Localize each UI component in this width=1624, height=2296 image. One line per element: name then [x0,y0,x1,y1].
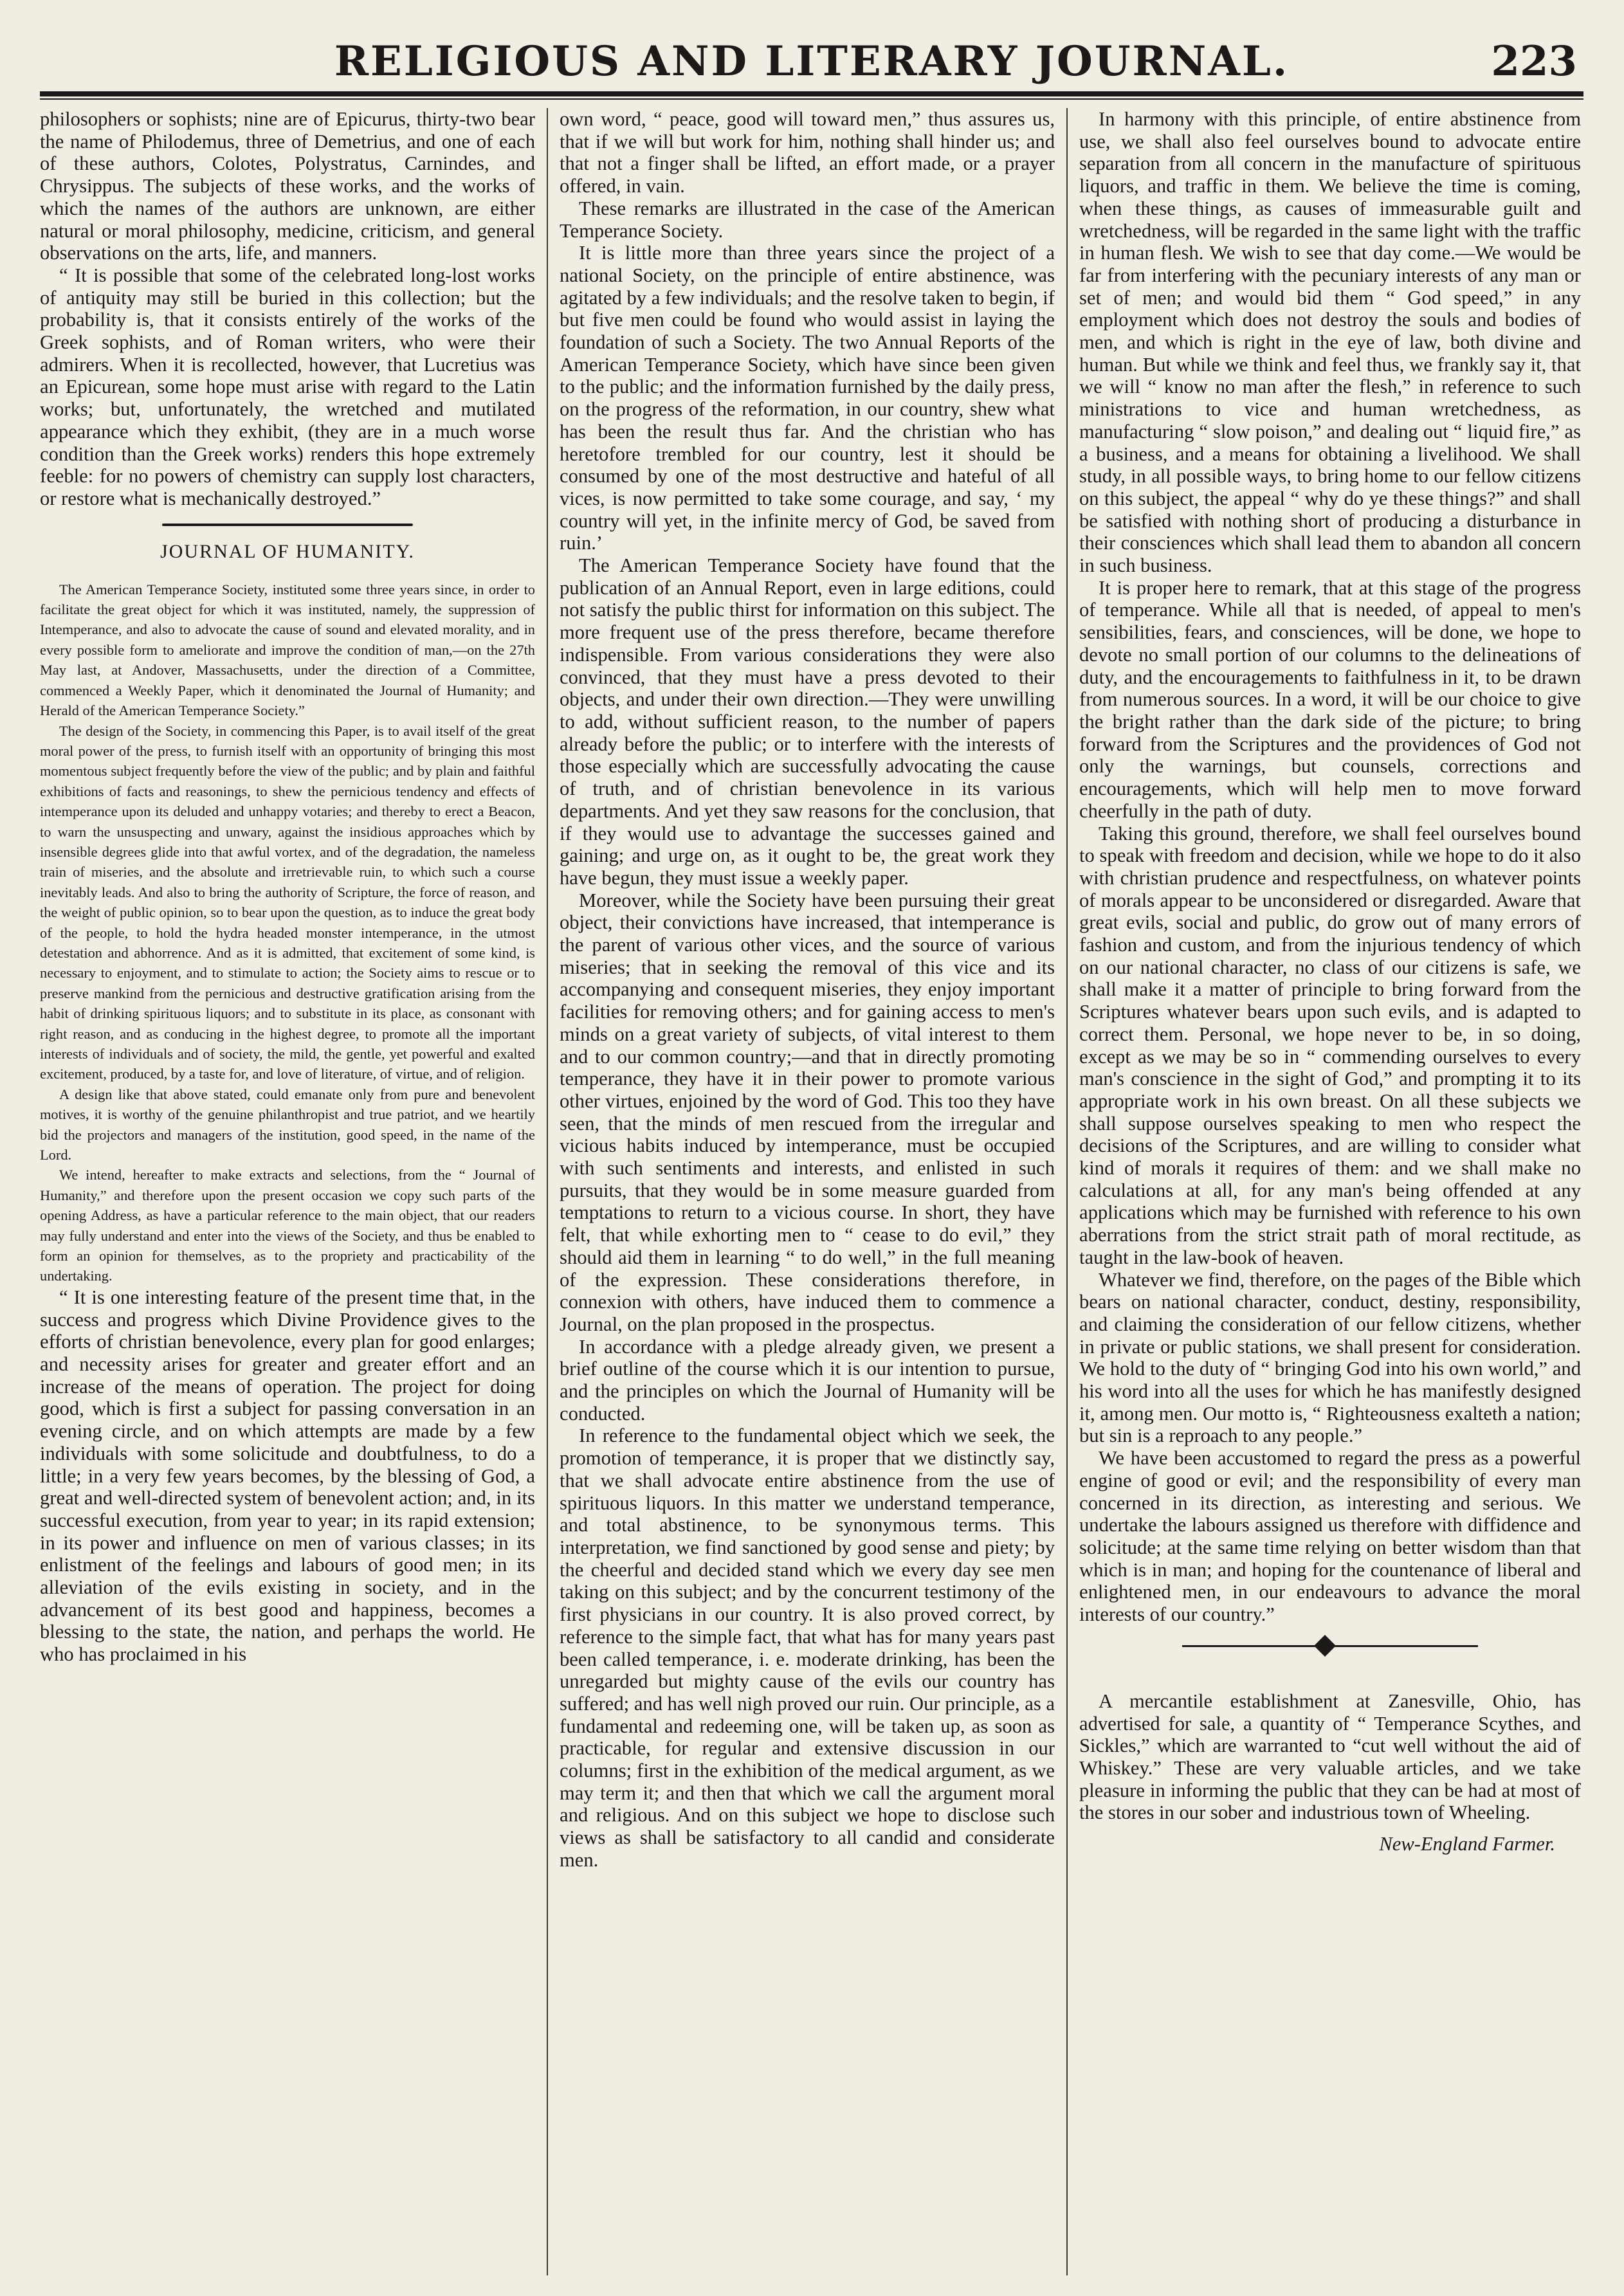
column-rule-2 [1066,108,1068,2275]
section-title: JOURNAL OF HUMANITY. [160,540,415,562]
lost-works-quote: “ It is possible that some of the celebrated long-lost works of antiquity may still be buried in this collection; but the probability is, that it consists entirely of the works of the Greek sophists, and of Roman writers, who were their admirers. When it is recollected, however, that Lucretius was an Epicurean, some hope must arise with regard to the Latin works; but, unfortunately, the wretched and mutilated appearance which they exhibit, (they are in a much worse condition than the Greek works) renders this hope extremely feeble: for no powers of chemistry can supply lost characters, or restore what is mechanically destroyed.” [40,264,535,509]
remarks-paragraph: These remarks are illustrated in the case of the American Temperance Society. [560,197,1055,242]
proper-remark-paragraph: It is proper here to remark, that at this stage of the progress of temperance. While all that is needed, of appeal to men's sensibilities, fears, and consciences, will be done, we hope to devote no small portion of our columns to the delineations of duty, and the encouragements to faithfulness in it, to be drawn from numerous sources. In a word, it will be our choice to give the bright rather than the dark side of the picture; to bring forward from the Scriptures and the providences of God not only the warnings, but counsels, corrections and encouragements, which will help men to move forward cheerfully in the path of duty. [1079,576,1581,822]
source-credit: New-England Farmer. [1379,1833,1555,1855]
page-number: 223 [1491,37,1577,86]
fundamental-object-paragraph: In reference to the fundamental object which we seek, the promotion of temperance, it is proper that we distinctly say, that we shall advocate entire abstinence from the use of spirituous liquors. In this matter we understand temperance, and total abstinence, to be synonymous terms. This interpretation, we find sanctioned by good sense and piety; by the cheerful and decided stand which we every day see men taking on this subject; and by the concurrent testimony of the first physicians in our country. It is also proved correct, by reference to the simple fact, that what has for many years past been called temperance, i. e. moderate drinking, has been the unregarded but mighty cause of the evils our country has suffered; and has well nigh proved our ruin. Our principle, as a fundamental and redeeming one, will be taken up, as soon as practicable, for regular and extensive discussion in our columns; first in the exhibition of the medical argument, as we may term it; and then that which we call the argument moral and religious. And on this subject we hope to disclose such views as shall be satisfactory to all candid and considerate men. [560,1425,1055,1871]
annual-report-paragraph: The American Temperance Society have found that the publication of an Annual Report, even in large editions, could not satisfy the public thirst for information on this subject. The more frequent use of the press therefore, became therefore indispensible. From various considerations they were also convinced, that they must have a press devoted to their objects, and under their own direction.—They were unwilling to add, without sufficient reason, to the number of papers already before the public; or to interfere with the interests of those especially which are successfully advocating the cause of truth, and of christian benevolence in its various departments. And yet they saw reasons for the conclusion, that if they would use to advantage the successes gained and gaining; and urge on, as it ought to be, the great work they have begun, they must issue a weekly paper. [560,554,1055,889]
taking-ground-paragraph: Taking this ground, therefore, we shall feel ourselves bound to speak with freedom and decision, while we hope to do it also with christian prudence and respectfulness, on whatever points of morals appear to be unconsidered or disregarded. Aware that great evils, social and public, do grow out of many errors of fashion and custom, and from the injurious tendency of which on our national character, no class of our citizens is safe, we shall make it a matter of principle to bring forward from the Scriptures whatever bears upon such evils, and is adapted to correct them. Personal, we hope never to be, in so doing, except as we may be so in “ commending ourselves to every man's conscience in the sight of God,” and prompting it to its appropriate work in his own breast. On all these subjects we shall suppose ourselves speaking to men who respect the decisions of the Scriptures, and are willing to consider what kind of morals it requires of them: and we shall make no calculations at all, for any man's being offended at any applications which may be furnished with reference to his own aberrations from the strict strait path of moral rectitude, as taught in the law-book of heaven. [1079,822,1581,1268]
harmony-paragraph: In harmony with this principle, of entire abstinence from use, we shall also feel ourselves bound to advocate entire separation from all concern in the manufacture of spirituous liquors, and traffic in them. We believe the time is coming, when these things, as causes of immeasurable guilt and wretchedness, will be regarded in the same light with the traffic in human flesh. We wish to see that day come.—We would be far from interfering with the pecuniary interests of any man or set of men; and would bid them “ God speed,” in any employment which does not destroy the souls and bodies of men, and which is right in the eye of law, both divine and human. But while we think and feel thus, we frankly say it, that we will “ know no man after the flesh,” in reference to such ministrations to vice and human wretchedness, as manufacturing “ slow poison,” and dealing out “ liquid fire,” as a business, and a means for obtaining a livelihood. We shall study, in all possible ways, to bring home to our fellow citizens on this subject, the appeal “ why do ye these things?” and shall be satisfied with nothing short of producing a disturbance in their consciences which shall lead them to abandon all concern in such business. [1079,108,1581,577]
column-rule-1 [547,108,548,2275]
moreover-paragraph: Moreover, while the Society have been pursuing their great object, their convictions have increased, that intemperance is the parent of various other vices, and the source of various miseries; that in seeking the removal of this vice and its accompanying and consequent miseries, they enjoy important facilities for removing others; and for gaining access to men's minds on a great variety of subjects, of vital interest to them and to our common country;—and that in directly promoting temperance, they have it in their power to promote various other virtues, enjoined by the word of God. This too they have seen, that the minds of men rescued from the irregular and vicious habits induced by intemperance, must be occupied with such sentiments and interests, and enlisted in such pursuits, that they would be in some measure guarded from temptations to return to a vicious course. In short, they have felt, that while exhorting men to “ cease to do evil,” they should aid them in learning “ to do well,” in the full meaning of the expression. These considerations therefore, in connexion with others, have induced them to commence a Journal, on the plan proposed in the prospectus. [560,889,1055,1335]
column-3 [1079,108,1581,2275]
design-paragraph: The design of the Society, in commencing this Paper, is to avail itself of the great moral power of the press, to furnish itself with an opportunity of bringing this most momentous subject frequently before the view of the public; and by plain and faithful exhibitions of facts and reasonings, to shew the pernicious tendency and effects of intemperance upon its deluded and unhappy votaries; and thereby to erect a Beacon, to warn the unsuspecting and unwary, against the insidious approaches which by insensible degrees glide into that awful vortex, and of the degradation, the nameless train of miseries, and the absolute and irretrievable ruin, to which such a course inevitably leads. And also to bring the authority of Scripture, the force of reason, and the weight of public opinion, so to bear upon the question, as to induce the great body of the people, to hold the hydra headed monster intemperance, in the utmost detestation and abhorrence. And as it is admitted, that excitement of some kind, is necessary to enjoyment, and to stimulate to action; the Society aims to rescue or to preserve mankind from the pernicious and destructive gratification arising from the habit of drinking spirituous liquors; and to substitute in its place, as consonant with right reason, and as conducing in the highest degree, to promote all the important interests of individuals and of society, the mild, the gentle, yet powerful and exalted excitement, produced, by a taste for, and love of literature, of virtue, and of religion. [40,722,535,1082]
pledge-paragraph: In accordance with a pledge already given, we present a brief outline of the course which it is our intention to pursue, and the principles on which the Journal of Humanity will be conducted. [560,1335,1055,1425]
section-divider [40,519,535,532]
scythes-paragraph: A mercantile establishment at Zanesville, Ohio, has advertised for sale, a quantity of “ Temperance Scythes, and Sickles,” which are warranted to “cut well without the aid of Whiskey.” These are very valuable articles, and we take pleasure in informing the public that they can be had at most of the stores in our sober and industrious town of Wheeling. [1079,1690,1581,1824]
header-rule-thin [40,98,1583,100]
philodemus-paragraph: philosophers or sophists; nine are of Epicurus, thirty-two bear the name of Philodemus, three of Demetrius, and one of each of these authors, Colotes, Polystratus, Carnindes, and Chrysippus. The subjects of these works, and the works of which the names of the authors are unknown, are either natural or moral philosophy, medicine, criticism, and general observations on the arts, life, and manners. [40,108,535,264]
ornament-diamond-icon [1314,1635,1336,1657]
society-intro-paragraph: The American Temperance Society, instituted some three years since, in order to facilitate the great object for which it was instituted, namely, the suppression of Intemperance, and also to advocate the cause of sound and elevated morality, and in every possible form to ameliorate and improve the condition of man,—on the 27th May last, at Andover, Massachusetts, under the direction of a Committee, commenced a Weekly Paper, which it denominated the Journal of Humanity; and Herald of the American Temperance Society.” [40,581,535,719]
column-2 [560,108,1055,2275]
press-paragraph: We have been accustomed to regard the press as a powerful engine of good or evil; and the responsibility of every man concerned in its direction, as interesting and serious. We undertake the labours assigned us therefore with diffidence and solicitude; at the same time relying on better wisdom than that which is in man; and hoping for the countenance of liberal and enlightened men, in our endeavours to advance the moral interests of our country.” [1079,1447,1581,1626]
bible-paragraph: Whatever we find, therefore, on the pages of the Bible which bears on national character, conduct, destiny, responsibility, and claiming the consideration of our fellow citizens, whether in private or public stations, we shall present for consideration. We hold to the duty of “ bringing God into his own world,” and his word into all the uses for which he has manifestly designed it, among men. Our motto is, “ Righteousness exalteth a nation; but sin is a reproach to any people.” [1079,1268,1581,1447]
good-speed-paragraph: A design like that above stated, could emanate only from pure and benevolent motives, it is worthy of the genuine philanthropist and true patriot, and we heartily bid the projectors and managers of the institution, good speed, in the name of the Lord. [40,1086,535,1163]
address-opening-paragraph: “ It is one interesting feature of the present time that, in the success and progress which Divine Providence gives to the efforts of christian benevolence, every plan for good enlarges; and necessity arises for greater and greater effort and an increase of the means of operation. The project for doing good, which is first a subject for passing conversation in an evening circle, and on which attempts are made by a few individuals with some solicitude and doubtfulness, to do a little; in a very few years becomes, by the blessing of God, a great and well-directed system of benevolent action; and, in its successful execution, from year to year; in its rapid extension; in its power and influence on men of various classes; in its enlistment of the feelings and labours of good men; in its alleviation of the evils existing in society, and in the advancement of its best good and happiness, becomes a blessing to the state, the nation, and perhaps the world. He who has proclaimed in his [40,1286,535,1666]
ornament-divider [1079,1634,1581,1659]
extracts-paragraph: We intend, hereafter to make extracts and selections, from the “ Journal of Humanity,” and therefore upon the present occasion we copy such parts of the opening Address, as have a particular reference to the main object, that our readers may fully understand and enter into the views of the Society, and thus be enabled to form an opinion for themselves, as to the propriety and practicability of the undertaking. [40,1167,535,1284]
article-columns [40,108,1583,2275]
three-years-paragraph: It is little more than three years since the project of a national Society, on the principle of entire abstinence, was agitated by a few individuals; and the resolve taken to begin, if but five men could be found who would assist in laying the foundation of such a Society. The two Annual Reports of the American Temperance Society, which have since been given to the public; and the information furnished by the daily press, on the progress of the reformation, in our country, shew what has been the result thus far. And the christian who has heretofore trembled for our country, lest it should be consumed by one of the most destructive and hateful of all vices, is now permitted to take some courage, and say, ‘ my country will yet, in the infinite mercy of God, be saved from ruin.’ [560,242,1055,554]
masthead [40,13,1583,103]
running-title: RELIGIOUS AND LITERARY JOURNAL. [334,37,1290,86]
column-1 [40,108,535,2275]
header-rule-thick [40,91,1583,96]
journal-page [40,13,1583,2283]
peace-paragraph: own word, “ peace, good will toward men,” thus assures us, that if we will but work for him, nothing shall hinder us; and that not a finger shall be lifted, an effort made, or a prayer offered, in vain. [560,108,1055,197]
